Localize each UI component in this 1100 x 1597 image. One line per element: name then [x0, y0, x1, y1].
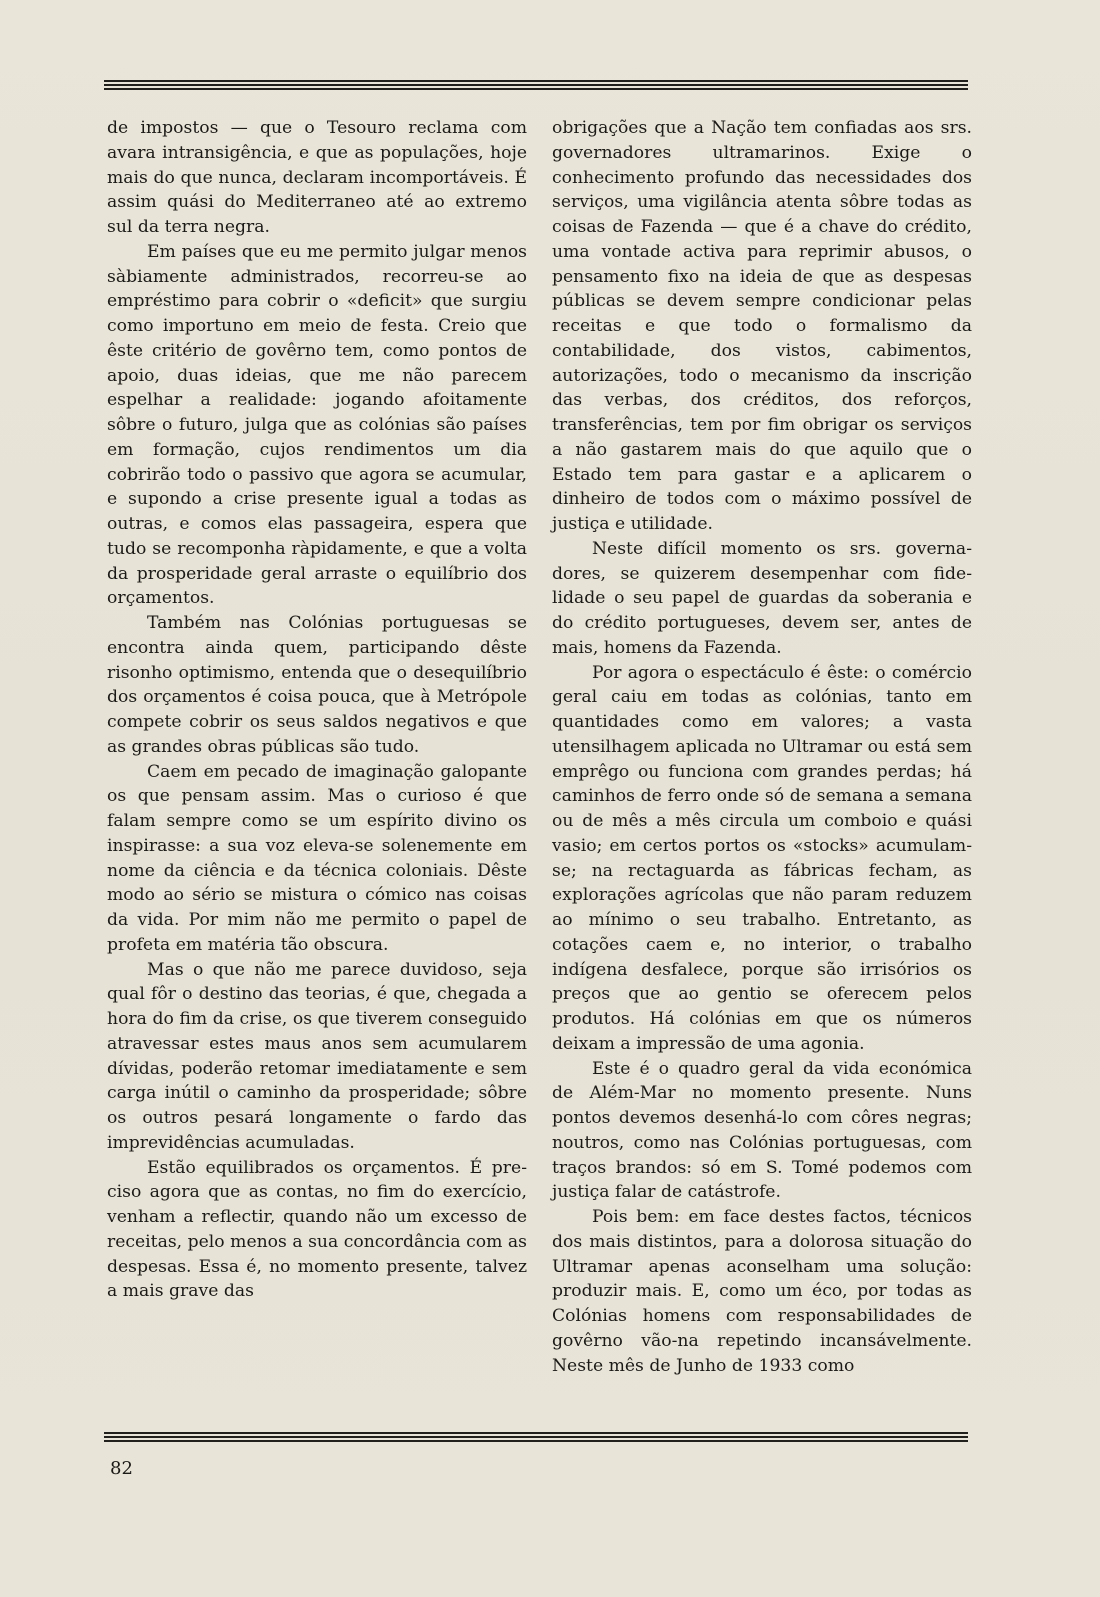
bottom-rule — [104, 1432, 968, 1444]
paragraph: de impostos — que o Tesouro reclama com avara intransigência, e que as populações, hoje mais do que nunca, declaram incomportáveis. É assim quási do Mediterraneo até ao extremo sul da terra negra. — [107, 118, 527, 237]
paragraph: Estão equilibrados os orçamentos. É preciso agora que as contas, no fim do exercício, venham a reflectir, quando não um excesso de receitas, pelo menos a sua concordância com as despesas. Essa é, no momento presente, talvez a mais grave das — [107, 1157, 527, 1302]
paragraph: obrigações que a Nação tem confiadas aos srs. governadores ultramarinos. Exige o conhecimento profundo das necessidades dos serviços, uma vigilância atenta sôbre todas as coisas de Fazenda — que é a chave do crédito, uma vontade activa para reprimir abusos, o pensamento fixo na ideia de que as despesas públicas se devem sempre condicionar pelas receitas e que todo o formalismo da contabilidade, dos vistos, cabimentos, autorizações, todo o mecanismo da inscrição das verbas, dos créditos, dos reforços, transferências, tem por fim obrigar os serviços a não gastarem mais do que aquilo que o Estado tem para gastar e a aplicarem o dinheiro de todos com o máximo possível de justiça e utilidade. — [552, 118, 972, 534]
left-column — [107, 116, 527, 1304]
paragraph: Mas o que não me parece duvidoso, seja qual fôr o destino das teorias, é que, chegada a hora do fim da crise, os que tiverem conseguido atravessar estes maus anos sem acumularem dívidas, poderão retomar imediatamente e sem carga inútil o caminho da prosperidade; sôbre os outros pesará longamente o fardo das imprevidências acumuladas. — [107, 959, 527, 1153]
paragraph: Também nas Colónias portuguesas se encontra ainda quem, participando dêste risonho optimismo, entenda que o desequilíbrio dos orçamentos é coisa pouca, que à Metrópole compete cobrir os seus saldos negativos e que as grandes obras públicas são tudo. — [107, 613, 527, 757]
paragraph: Caem em pecado de imaginação galopante os que pensam assim. Mas o curioso é que falam sempre como se um espírito divino os inspirasse: a sua voz eleva-se solenemente em nome da ciência e da técnica coloniais. Dêste modo ao sério se mistura o cómico nas coisas da vida. Por mim não me permito o papel de profeta em matéria tão obscura. — [107, 761, 527, 955]
paragraph: Por agora o espectáculo é êste: o comércio geral caiu em todas as colónias, tanto em quantidades como em valores; a vasta utensilhagem aplicada no Ultramar ou está sem emprêgo ou funciona com grandes perdas; há caminhos de ferro onde só de semana a semana ou de mês a mês circula um comboio e quási vasio; em certos portos os «stocks» acumulam-se; na rectaguarda as fábricas fecham, as explorações agrícolas que não param reduzem ao mínimo o seu trabalho. Entretanto, as cotações caem e, no interior, o trabalho indígena desfalece, porque são irrisórios os preços que ao gentio se oferecem pelos produtos. Há colónias em que os números deixam a impressão de uma agonia. — [552, 662, 972, 1054]
top-rule — [104, 80, 968, 92]
right-column — [552, 116, 972, 1378]
page-number: 82 — [110, 1458, 133, 1479]
paragraph: Em países que eu me permito julgar menos sàbiamente administrados, recorreu-se ao empréstimo para cobrir o «deficit» que surgiu como importuno em meio de festa. Creio que êste critério de govêrno tem, como pontos de apoio, duas ideias, que me não parecem espelhar a realidade: jogando afoitamente sôbre o futuro, julga que as colónias são países em formação, cujos rendimentos um dia cobrirão todo o passivo que agora se acumular, e supondo a crise presente igual a todas as outras, e comos elas passageira, espera que tudo se recomponha ràpidamente, e que a volta da prosperidade geral arraste o equilíbrio dos orçamentos. — [107, 241, 527, 609]
paragraph: Pois bem: em face destes factos, técnicos dos mais distintos, para a dolorosa situação do Ultramar apenas aconselham uma solução: produzir mais. E, como um éco, por todas as Colónias homens com responsabilidades de govêrno vão-na repetindo incansávelmente. Neste mês de Junho de 1933 como — [552, 1207, 972, 1376]
paragraph: Neste difícil momento os srs. governadores, se quizerem desempenhar com fidelidade o seu papel de guardas da soberania e do crédito portugueses, devem ser, antes de mais, homens da Fazenda. — [552, 538, 972, 658]
paragraph: Este é o quadro geral da vida económica de Além-Mar no momento presente. Nuns pontos devemos desenhá-lo com côres negras; noutros, como nas Colónias portuguesas, com traços brandos: só em S. Tomé podemos com justiça falar de catástrofe. — [552, 1058, 972, 1203]
